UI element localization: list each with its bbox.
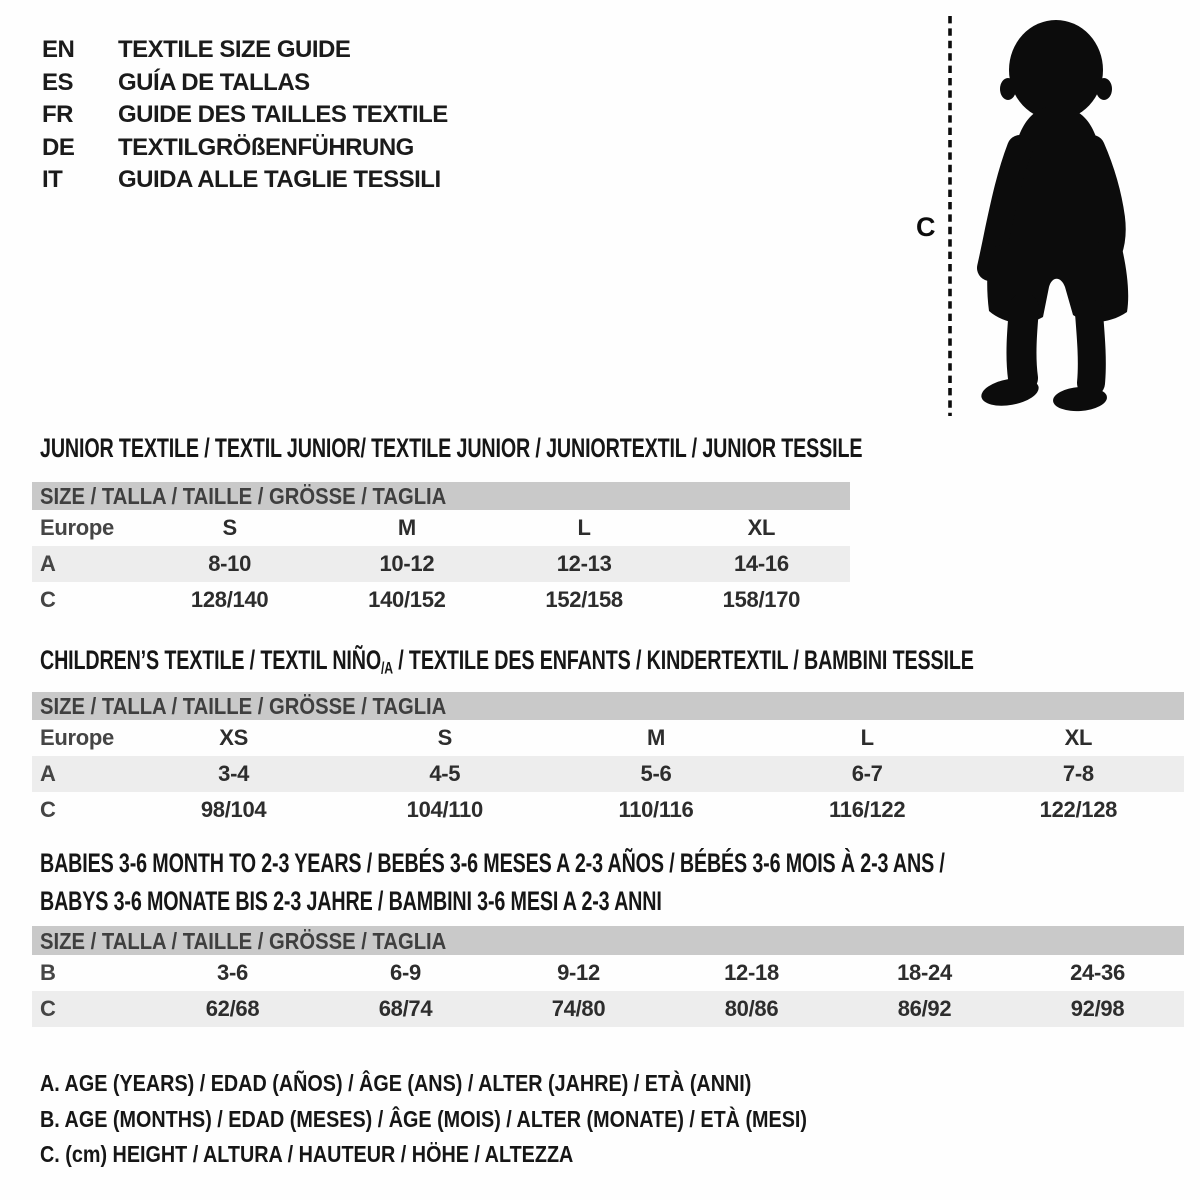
value-cell: 98/104 [200,797,267,822]
value-cell: 116/122 [829,797,906,822]
children-size-table [32,692,1184,828]
value-cell: 158/170 [722,587,801,612]
language-title: GUIDE DES TAILLES TEXTILE [118,101,448,128]
value-cell: 12-13 [556,551,612,576]
value-cell: 104/110 [406,797,483,822]
size-cell: L [860,725,874,750]
language-row [42,164,448,197]
size-header-bar: SIZE / TALLA / TAILLE / GRÖSSE / TAGLIA [32,482,850,510]
value-cell: 122/128 [1039,797,1118,822]
value-cell: 68/74 [378,996,433,1021]
size-cell: XL [747,515,776,540]
value-cell: 152/158 [545,587,623,612]
table-row-sizes [32,720,1184,756]
size-cell: M [646,725,665,750]
language-code: FR [42,101,73,128]
junior-size-table [32,482,850,618]
table-row-age-years [32,756,1184,792]
value-cell: 10-12 [379,551,435,576]
row-label-cell: A [40,761,56,786]
value-cell: 140/152 [368,587,446,612]
value-cell: 18-24 [897,960,952,985]
language-row [42,132,448,165]
size-header-bar: SIZE / TALLA / TAILLE / GRÖSSE / TAGLIA [32,926,1184,955]
value-cell: 3-4 [218,761,250,786]
table-row-age-months [32,955,1184,991]
language-code: EN [42,36,75,63]
language-title: TEXTILGRÖßENFÜHRUNG [118,133,414,161]
size-cell: S [222,515,237,540]
size-cell: L [577,515,591,540]
table-row-height-cm [32,582,850,618]
value-cell: 9-12 [557,960,600,985]
row-label-cell: C [40,797,56,822]
language-row [42,99,448,132]
size-cell: XS [219,725,248,750]
legend-line-b: B. AGE (MONTHS) / EDAD (MESES) / ÂGE (MOIS) / ALTER (MONATE) / ETÀ (MESI) [40,1105,807,1132]
legend-line-c: C. (cm) HEIGHT / ALTURA / HAUTEUR / HÖHE / ALTEZZA [40,1141,574,1167]
language-title: GUIDA ALLE TAGLIE TESSILI [118,166,441,193]
value-cell: 86/92 [897,996,952,1021]
value-cell: 6-7 [851,761,883,786]
table-row-height-cm [32,991,1184,1027]
row-label-cell: C [40,996,56,1021]
value-cell: 5-6 [640,761,672,786]
region-label-cell: Europe [40,725,114,750]
row-label-cell: A [40,551,56,576]
language-row [42,67,448,100]
value-cell: 24-36 [1070,960,1125,985]
value-cell: 128/140 [190,587,269,612]
value-cell: 14-16 [733,551,789,576]
value-cell: 80/86 [724,996,779,1021]
language-title: TEXTILE SIZE GUIDE [118,36,351,63]
height-measure-label-c: C [916,212,936,242]
children-section-heading: CHILDREN’S TEXTILE / TEXTIL $NIÑO_{/A}$ / TEXTILE DES ENFANTS / KINDERTEXTIL / BAMBINI TESSILE [40,645,974,678]
region-label-cell: Europe [40,515,114,540]
nino-a-subscript: /A [381,658,393,678]
language-title: GUÍA DE TALLAS [118,68,310,96]
size-cell: XL [1064,725,1093,750]
junior-section-heading: JUNIOR TEXTILE / TEXTIL JUNIOR/ TEXTILE JUNIOR / JUNIORTEXTIL / JUNIOR TESSILE [40,433,863,463]
table-row-sizes [32,510,850,546]
babies-section-heading-line2: BABYS 3-6 MONATE BIS 2-3 JAHRE / BAMBINI 3-6 MESI A 2-3 ANNI [40,886,662,916]
value-cell: 6-9 [390,960,421,985]
table-row-age-years [32,546,850,582]
babies-section-heading-line1: BABIES 3-6 MONTH TO 2-3 YEARS / BEBÉS 3-6 MESES A 2-3 AÑOS / BÉBÉS 3-6 MOIS À 2-3 ANS / [40,848,945,878]
value-cell: 74/80 [551,996,606,1021]
value-cell: 12-18 [724,960,779,985]
size-cell: S [437,725,452,750]
toddler-silhouette-figure [895,6,1165,424]
language-code: IT [42,166,63,193]
value-cell: 92/98 [1070,996,1125,1021]
size-cell: M [397,515,416,540]
language-title-list [42,34,448,197]
value-cell: 110/116 [618,797,694,822]
value-cell: 7-8 [1062,761,1094,786]
row-label-cell: C [40,587,56,612]
size-header-bar: SIZE / TALLA / TAILLE / GRÖSSE / TAGLIA [32,692,1184,720]
language-code: ES [42,68,74,96]
legend [40,1066,932,1173]
legend-line-a: A. AGE (YEARS) / EDAD (AÑOS) / ÂGE (ANS) / ALTER (JAHRE) / ETÀ (ANNI) [40,1070,752,1096]
language-row [42,34,448,67]
value-cell: 4-5 [429,761,461,786]
toddler-silhouette [979,20,1128,413]
row-label-cell: B [40,960,56,985]
value-cell: 8-10 [208,551,252,576]
babies-size-table [32,926,1184,1027]
language-code: DE [42,133,75,161]
table-row-height-cm [32,792,1184,828]
value-cell: 3-6 [217,960,248,985]
value-cell: 62/68 [205,996,260,1021]
